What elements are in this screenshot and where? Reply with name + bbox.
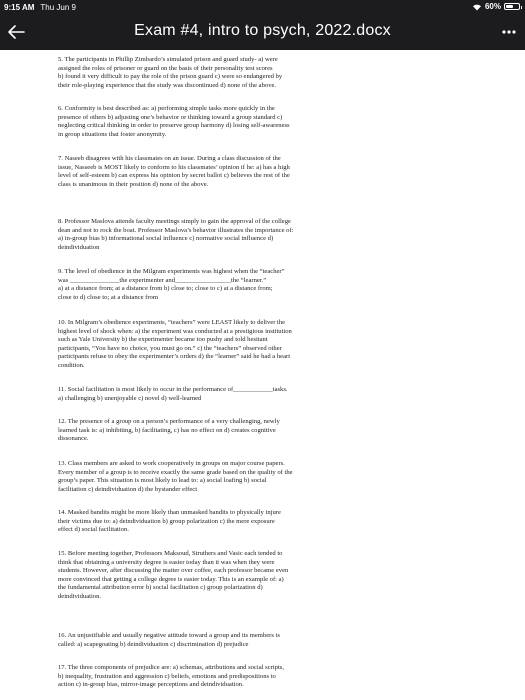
status-left <box>4 3 76 12</box>
battery-fill <box>506 5 513 8</box>
status-bar <box>0 0 525 14</box>
wifi-icon <box>472 3 482 11</box>
question-13: 13. Class members are asked to work cooperatively in groups on major course papers. Every member of a group is to receive exactly the same grade based on the quality of the group’s paper. This situation is most likely to lead to: a) social loafing b) social facilitation c) deindividuation d) the bystander effect <box>58 460 293 493</box>
question-11: 11. Social facilitation is most likely to occur in the performance of____________tasks. a) challenging b) unenjoyable c) novel d) well-learned <box>58 386 288 402</box>
question-10: 10. In Milgram’s obedience experiments, “teachers” were LEAST likely to deliver the highest level of shock when: a) the experiment was conducted at a prestigious institution such as Yale University b) the experimenter became too pushy and told hesitant participants, “You have no choice, you must go on.” c) the “teachers” observed other participants refuse to obey the experimenter’s orders d) the “learner” said he had a heart condition. <box>58 319 292 369</box>
question-9: 9. The level of obedience in the Milgram experiments was highest when the “teacher” was _______________the experimenter and_________________the “learner.” a) at a distance from; at a distance from b) close to; close to c) at a distance from; close to d) close to; at a distance from <box>58 268 285 301</box>
question-7: 7. Naseeb disagrees with his classmates on an issue. During a class discussion of the issue, Nasseeb is MOST likely to conform to his classmates’ opinion if he: a) has a high level of self-esteem b) can express his opinion by secret ballot c) believes the rest of the class is unanimous in their position d) none of the above. <box>58 155 290 188</box>
navigation-bar <box>0 14 525 50</box>
status-date: Thu Jun 9 <box>40 3 76 12</box>
question-17: 17. The three components of prejudice are: a) schemas, attributions and social scripts, b) inequality, frustration and aggression c) beliefs, emotions and predispositions to action c) in-group bias, mirror-image perceptions and deindividuation. <box>58 664 285 689</box>
question-6: 6. Conformity is best described as: a) performing simple tasks more quickly in the presence of others b) adjusting one’s behavior or thinking toward a group standard c) neglecting critical thinking in order to preserve group harmony d) losing self-awareness in group situations that foster anonymity. <box>58 105 290 138</box>
question-12: 12. The presence of a group on a person’s performance of a very challenging, newly learned task is: a) inhibiting, b) facilitating, c) has no effect on d) creates cognitive dissonance. <box>58 418 280 443</box>
battery-icon <box>504 3 520 10</box>
question-14: 14. Masked bandits might be more likely than unmasked bandits to physically injure their victims due to: a) deindividuation b) group polarization c) the mere exposure effect d) social facilitation. <box>58 509 281 534</box>
battery-percent: 60% <box>484 2 501 11</box>
question-16: 16. An unjustifiable and usually negative attitude toward a group and its members is called: a) scapegoating b) deindividuation c) discrimination d) prejudice <box>58 632 280 648</box>
question-8: 8. Professor Maslova attends faculty meetings simply to gain the approval of the college dean and not to rock the boat. Professor Maslova’s behavior illustrates the importance of: a) in-group bias b) informational social influence c) normative social influence d) deindividuation <box>58 218 294 251</box>
question-5: 5. The participants in Phillip Zimbardo’s simulated prison and guard study- a) were assigned the roles of prisoner or guard on the basis of their personality test scores b) found it very difficult to pay the role of the prison guard c) were so endangered by their role-playing experience that the study was discontinued d) none of the above. <box>58 56 283 89</box>
more-options-icon[interactable] <box>501 24 517 40</box>
document-title: Exam #4, intro to psych, 2022.docx <box>134 22 391 39</box>
status-right <box>472 2 520 11</box>
question-15: 15. Before meeting together, Professors Maksoud, Struthers and Vasic each tended to think that obtaining a university degree is easier today than it was when they were students. However, after discussing the matter over coffee, each professor became even more convinced that getting a college degree is easier today. This is an example of: a) the fundamental attribution error b) social facilitation c) group polarization d) deindividuation. <box>58 550 289 600</box>
status-time: 9:15 AM <box>4 3 35 12</box>
